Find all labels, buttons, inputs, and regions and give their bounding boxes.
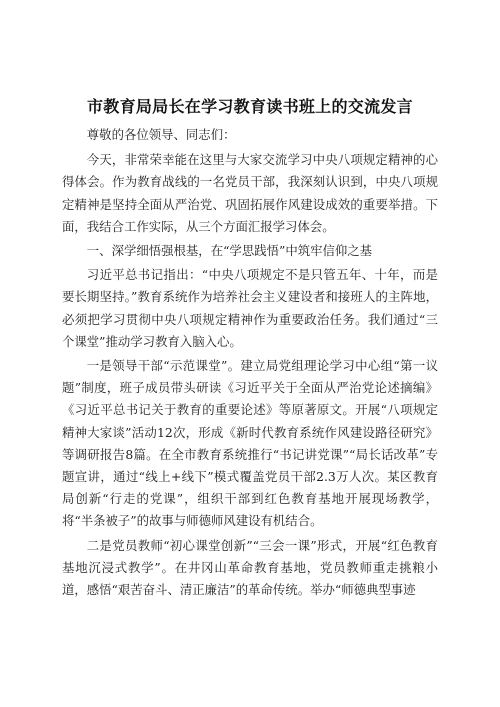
document-body	[62, 124, 438, 603]
body-paragraph: 二是党员教师“初心课堂创新”“三会一课”形式，开展“红色教育基地沉浸式教学”。在井冈山革命教育基地，党员教师重走挑粮小道，感悟“艰苦奋斗、清正廉洁”的革命传统。举办“师德典型事迹	[62, 537, 438, 598]
section-heading: 一、深学细悟强根基，在“学思践悟”中筑牢信仰之基	[86, 243, 373, 259]
body-paragraph: 一是领导干部“示范课堂”。建立局党组理论学习中心组“第一议题”制度，班子成员带头研读《习近平关于全面从严治党论述摘编》《习近平总书记关于教育的重要论述》等原著原文。开展“八项规定精神大家谈”活动12次，形成《新时代教育系统作风建设路径研究》等调研报告8篇。在全市教育系统推行“书记讲党课”“局长话改革”专题宣讲，通过“线上+线下”模式覆盖党员干部2.3万人次。某区教育局创新“行走的党课”，组织干部到红色教育基地开展现场教学，将“半条被子”的故事与师德师风建设有机结合。	[62, 358, 438, 529]
document-title: 市教育局局长在学习教育读书班上的交流发言	[86, 97, 413, 116]
intro-paragraph: 今天，非常荣幸能在这里与大家交流学习中央八项规定精神的心得体会。作为教育战线的一名党员干部，我深刻认识到，中央八项规定精神是坚持全面从严治党、巩固拓展作风建设成效的重要举措。下面，我结合工作实际，从三个方面汇报学习体会。	[62, 152, 438, 234]
salutation-paragraph: 尊敬的各位领导、同志们：	[86, 127, 236, 142]
body-paragraph: 习近平总书记指出：“中央八项规定不是只管五年、十年，而是要长期坚持。”教育系统作为培养社会主义建设者和接班人的主阵地，必须把学习贯彻中央八项规定精神作为重要政治任务。我们通过“三个课堂”推动学习教育入脑入心。	[62, 267, 438, 349]
